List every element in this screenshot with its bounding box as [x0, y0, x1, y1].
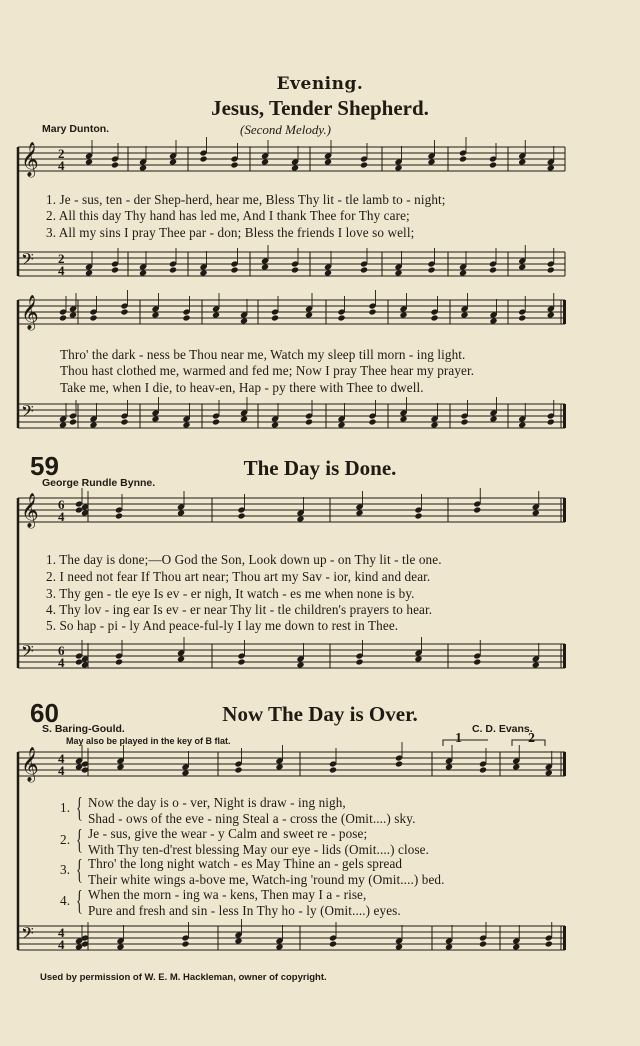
note-head	[460, 418, 468, 425]
hymn59-verse-3: 3. Thy gen - tle eye Is ev - er nigh, It watch - es me when none is by.	[46, 586, 415, 601]
hymn60-verse-3-line1: Thro' the long night watch - es May Thine an - gels spread	[88, 856, 403, 871]
note-head	[547, 418, 555, 425]
time-signature-top: 4	[58, 925, 65, 940]
note-head	[545, 940, 553, 947]
note-head	[368, 308, 376, 315]
note-head	[230, 266, 238, 273]
note-head	[89, 314, 97, 321]
note-head	[296, 661, 304, 668]
note-head	[139, 269, 147, 276]
note-head	[234, 937, 242, 944]
note-head	[547, 266, 555, 273]
note-head	[518, 421, 526, 428]
note-head	[445, 763, 453, 770]
hymn58-verse-3a: 3. All my sins I pray Thee par - don; Bless the friends I love so well;	[46, 225, 415, 240]
hymn58-verse-1b: Thro' the dark - ness be Thou near me, Watch my sleep till morn - ing light.	[60, 347, 466, 362]
note-head	[479, 766, 487, 773]
note-head	[151, 415, 159, 422]
hymn60-verse-2-line1: Je - sus, give the wear - y Calm and sweet re - pose;	[88, 826, 368, 841]
final-bar-thick	[563, 752, 566, 776]
bass-clef: 𝄢	[21, 641, 34, 665]
note-head	[329, 766, 337, 773]
note-head	[120, 308, 128, 315]
note-head	[237, 512, 245, 519]
ending-1-bracket	[443, 740, 488, 746]
copyright-footer: Used by permission of W. E. M. Hackleman, owner of copyright.	[40, 972, 327, 983]
note-head	[324, 269, 332, 276]
note-head	[240, 415, 248, 422]
note-head	[360, 161, 368, 168]
note-head	[532, 509, 540, 516]
hymn59-verse-4: 4. Thy lov - ing ear Is ev - er near Thy lit - tle children's prayers to hear.	[46, 602, 433, 617]
note-head	[169, 158, 177, 165]
note-head	[234, 766, 242, 773]
note-head	[271, 421, 279, 428]
note-head	[305, 311, 313, 318]
note-head	[547, 164, 555, 171]
note-head	[116, 763, 124, 770]
note-head	[414, 655, 422, 662]
bass-clef: 𝄢	[21, 249, 34, 273]
note-head	[337, 421, 345, 428]
hymn59-verse-2: 2. I need not fear If Thou art near; Thou art my Sav - ior, kind and dear.	[46, 569, 431, 584]
hymn60-key-note: May also be played in the key of B flat.	[66, 736, 231, 746]
note-head	[182, 314, 190, 321]
note-head	[111, 266, 119, 273]
final-bar-thick	[563, 300, 566, 324]
note-head	[177, 509, 185, 516]
final-bar-thick	[563, 644, 566, 668]
note-head	[120, 418, 128, 425]
note-head	[518, 314, 526, 321]
note-head	[115, 658, 123, 665]
bass-clef: 𝄢	[21, 923, 34, 947]
final-bar-thick	[563, 498, 566, 522]
hymn60-title: Now The Day is Over.	[222, 702, 418, 726]
note-head	[395, 943, 403, 950]
time-signature-bottom: 4	[58, 158, 65, 173]
hymn58-subtitle: (Second Melody.)	[240, 122, 331, 137]
time-signature-top: 4	[58, 751, 65, 766]
note-head	[291, 266, 299, 273]
hymn60-verse-1-number: 1.	[60, 800, 71, 815]
note-head	[489, 266, 497, 273]
hymn58-verse-2a: 2. All this day Thy hand has led me, And I thank Thee for Thy care;	[46, 208, 410, 223]
hymn60-verse-2-line2: With Thy ten-d'rest blessing May our eye - lids (Omit....) close.	[88, 842, 430, 857]
note-head	[355, 509, 363, 516]
note-head	[89, 421, 97, 428]
note-head	[430, 314, 438, 321]
note-head	[169, 266, 177, 273]
note-head	[237, 658, 245, 665]
verse-brace: {	[76, 886, 83, 917]
note-head	[547, 311, 555, 318]
time-signature-bottom: 4	[58, 655, 65, 670]
note-head	[545, 769, 553, 776]
time-signature-top: 6	[58, 497, 65, 512]
note-head	[261, 263, 269, 270]
note-head	[427, 158, 435, 165]
note-head	[430, 421, 438, 428]
time-signature-bottom: 4	[58, 763, 65, 778]
note-head	[489, 161, 497, 168]
note-head	[355, 658, 363, 665]
note-head	[139, 164, 147, 171]
note-head	[489, 317, 497, 324]
note-head	[329, 940, 337, 947]
final-bar-thick	[563, 404, 566, 428]
hymn60-verse-3-line2: Their white wings a-bove me, Watch-ing 'round my (Omit....) bed.	[88, 872, 445, 887]
note-head	[115, 512, 123, 519]
hymn60-verse-2-number: 2.	[60, 832, 71, 847]
verse-brace: {	[76, 793, 83, 824]
note-head	[473, 658, 481, 665]
hymn58-title: Jesus, Tender Shepherd.	[211, 96, 429, 120]
note-head	[395, 760, 403, 767]
note-head	[324, 158, 332, 165]
verse-brace: {	[76, 825, 83, 856]
hymn60-composer: C. D. Evans.	[472, 723, 533, 735]
note-head	[394, 269, 402, 276]
hymn59-title: The Day is Done.	[243, 456, 397, 480]
note-head	[199, 155, 207, 162]
final-bar-thick	[563, 926, 566, 950]
note-head	[59, 421, 67, 428]
hymn60-verse-3-number: 3.	[60, 862, 71, 877]
hymn60-verse-4-number: 4.	[60, 893, 71, 908]
note-head	[459, 269, 467, 276]
note-head	[414, 512, 422, 519]
note-head	[212, 418, 220, 425]
note-head	[291, 164, 299, 171]
note-head	[69, 311, 77, 318]
note-head	[275, 763, 283, 770]
note-head	[275, 943, 283, 950]
note-head	[199, 269, 207, 276]
note-head	[473, 506, 481, 513]
treble-clef: 𝄞	[21, 295, 39, 330]
note-head	[360, 266, 368, 273]
hymn60-verse-4-line1: When the morn - ing wa - kens, Then may I a - rise,	[88, 887, 367, 902]
hymn58-verse-1a: 1. Je - sus, ten - der Shep-herd, hear me, Bless Thy lit - tle lamb to - night;	[46, 192, 446, 207]
note-head	[394, 164, 402, 171]
note-head	[459, 155, 467, 162]
note-head	[271, 314, 279, 321]
time-signature-top: 6	[58, 643, 65, 658]
ending-1-label: 1	[455, 731, 462, 746]
note-head	[479, 940, 487, 947]
note-head	[151, 311, 159, 318]
note-head	[518, 263, 526, 270]
hymn58-author: Mary Dunton.	[42, 123, 110, 135]
hymn60-author: S. Baring-Gould.	[42, 723, 125, 735]
note-head	[489, 415, 497, 422]
hymn59-number: 59	[30, 451, 59, 481]
note-head	[85, 269, 93, 276]
note-head	[59, 314, 67, 321]
time-signature-top: 2	[58, 146, 65, 161]
note-head	[460, 311, 468, 318]
note-head	[512, 943, 520, 950]
hymn59-verse-5: 5. So hap - pi - ly And peace-ful-ly I lay me down to rest in Thee.	[46, 618, 399, 633]
note-head	[512, 763, 520, 770]
bass-clef: 𝄢	[21, 401, 34, 425]
treble-clef: 𝄞	[21, 747, 39, 782]
note-head	[181, 769, 189, 776]
note-head	[337, 314, 345, 321]
hymn60-number: 60	[30, 698, 59, 728]
note-head	[111, 161, 119, 168]
hymn60-verse-1-line1: Now the day is o - ver, Night is draw - ing nigh,	[88, 795, 346, 810]
note-head	[399, 311, 407, 318]
time-signature-top: 2	[58, 251, 65, 266]
hymn58-verse-2b: Thou hast clothed me, warmed and fed me; Now I pray Thee hear my prayer.	[60, 363, 475, 378]
note-head	[182, 421, 190, 428]
hymn58-verse-3b: Take me, when I die, to heav-en, Hap - py there with Thee to dwell.	[60, 380, 424, 395]
time-signature-bottom: 4	[58, 937, 65, 952]
hymn60-verse-1-line2: Shad - ows of the eve - ning Steal a - cross the (Omit....) sky.	[88, 811, 416, 826]
note-head	[305, 418, 313, 425]
treble-clef: 𝄞	[21, 493, 39, 528]
hymn59-author: George Rundle Bynne.	[42, 477, 156, 489]
verse-brace: {	[76, 855, 83, 886]
note-head	[230, 161, 238, 168]
note-head	[399, 415, 407, 422]
hymn59-verse-1: 1. The day is done;—O God the Son, Look down up - on Thy lit - tle one.	[46, 552, 442, 567]
note-head	[427, 266, 435, 273]
note-head	[445, 943, 453, 950]
note-head	[518, 158, 526, 165]
note-head	[177, 655, 185, 662]
note-head	[212, 311, 220, 318]
treble-clef: 𝄞	[21, 142, 39, 177]
note-head	[240, 317, 248, 324]
note-head	[261, 158, 269, 165]
note-head	[368, 418, 376, 425]
section-title: Evening.	[276, 74, 364, 94]
ending-2-label: 2	[528, 731, 535, 746]
note-head	[296, 515, 304, 522]
time-signature-bottom: 4	[58, 263, 65, 278]
note-head	[181, 940, 189, 947]
note-head	[532, 661, 540, 668]
note-head	[85, 158, 93, 165]
hymn60-verse-4-line2: Pure and fresh and sin - less In Thy ho - ly (Omit....) eyes.	[88, 903, 401, 918]
time-signature-bottom: 4	[58, 509, 65, 524]
note-head	[116, 943, 124, 950]
note-head	[69, 418, 77, 425]
